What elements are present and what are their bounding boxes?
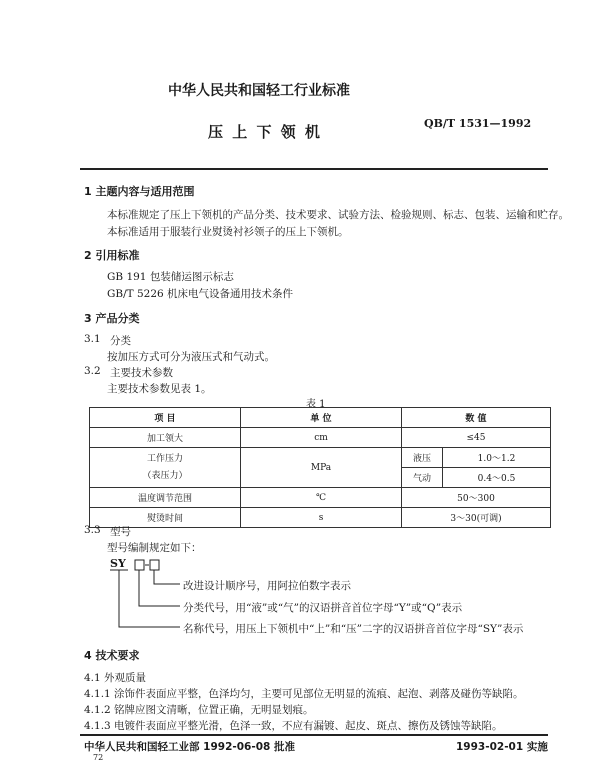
section-2-heading: 2 引用标准 [84,249,140,262]
section-3-3-text: 型号编制规定如下： [107,542,202,554]
section-4-1-1: 4.1.1 涂饰件表面应平整，色泽均匀，主要可见部位无明显的流痕、起泡、剥落及碰伤等缺陷。 [84,688,524,700]
leader-line-2 [139,570,180,606]
cell-item-line-2: （表压力） [142,470,188,481]
leader-line-1 [154,570,180,584]
section-3-1-number: 3.1 [84,333,101,345]
header-unit: 单 位 [241,408,402,428]
cell-unit: cm [241,428,402,448]
cell-unit: s [241,508,402,528]
section-4-1: 4.1 外观质量 [84,672,147,684]
section-3-3-title: 型号 [110,526,131,538]
model-annotation-class: 分类代号，用“液”或“气”的汉语拼音首位字母“Y”或“Q”表示 [183,602,463,614]
model-prefix: SY [110,557,126,570]
document-title: 压 上 下 领 机 [208,123,322,141]
cell-value: ≤45 [402,428,551,448]
reference-gb191: GB 191 包装储运图示标志 [107,271,234,283]
section-3-2-title: 主要技术参数 [110,367,173,379]
cell-value: 50～300 [402,488,551,508]
section-3-heading: 3 产品分类 [84,312,140,325]
header-value: 数 值 [402,408,551,428]
class-code-box [135,560,144,570]
section-1-paragraph-2: 本标准适用于服装行业熨烫衬衫领子的压上下领机。 [107,226,349,238]
section-3-1-title: 分类 [110,335,131,347]
effective-date: 1993-02-01 实施 [456,741,548,753]
leader-line-3 [119,570,180,627]
cell-sub-value: 0.4～0.5 [443,468,551,488]
cell-item: 熨烫时间 [90,508,241,528]
cell-value: 3～30(可调) [402,508,551,528]
approval-line: 中华人民共和国轻工业部 1992-06-08 批准 [84,741,295,753]
org-standard-title: 中华人民共和国轻工行业标准 [168,83,350,99]
section-3-3-number: 3.3 [84,524,101,536]
section-4-1-3: 4.1.3 电镀件表面应平整光滑，色泽一致，不应有漏镀、起皮、斑点、擦伤及锈蚀等缺陷。 [84,720,503,732]
page-number: 72 [93,753,104,762]
sequence-code-box [150,560,159,570]
section-1-heading: 1 主题内容与适用范围 [84,185,195,198]
cell-sub-label: 气动 [402,468,443,488]
reference-gbt5226: GB/T 5226 机床电气设备通用技术条件 [107,288,294,300]
cell-item: 加工领大 [90,428,241,448]
section-4-1-2: 4.1.2 铭牌应图文清晰，位置正确，无明显划痕。 [84,704,314,716]
section-4-heading: 4 技术要求 [84,649,140,662]
header-item: 项 目 [90,408,241,428]
cell-unit: ℃ [241,488,402,508]
cell-item: 温度调节范围 [90,488,241,508]
table-1-caption: 表 1 [306,399,326,410]
section-3-1-text: 按加压方式可分为液压式和气动式。 [107,351,275,363]
section-3-2-text: 主要技术参数见表 1。 [107,383,212,395]
footer-rule [80,734,548,736]
model-annotation-sequence: 改进设计顺序号，用阿拉伯数字表示 [183,580,351,592]
section-1-paragraph-1: 本标准规定了压上下领机的产品分类、技术要求、试验方法、检验规则、标志、包装、运输和贮存。 [107,209,569,221]
cell-sub-label: 液压 [402,448,443,468]
cell-unit: MPa [241,448,402,488]
section-3-2-number: 3.2 [84,365,101,377]
cell-item-line-1: 工作压力 [146,453,183,464]
cell-sub-value: 1.0～1.2 [443,448,551,468]
standard-code: QB/T 1531—1992 [424,117,532,130]
model-annotation-name: 名称代号，用压上下领机中“上”和“压”二字的汉语拼音首位字母“SY”表示 [183,623,524,635]
